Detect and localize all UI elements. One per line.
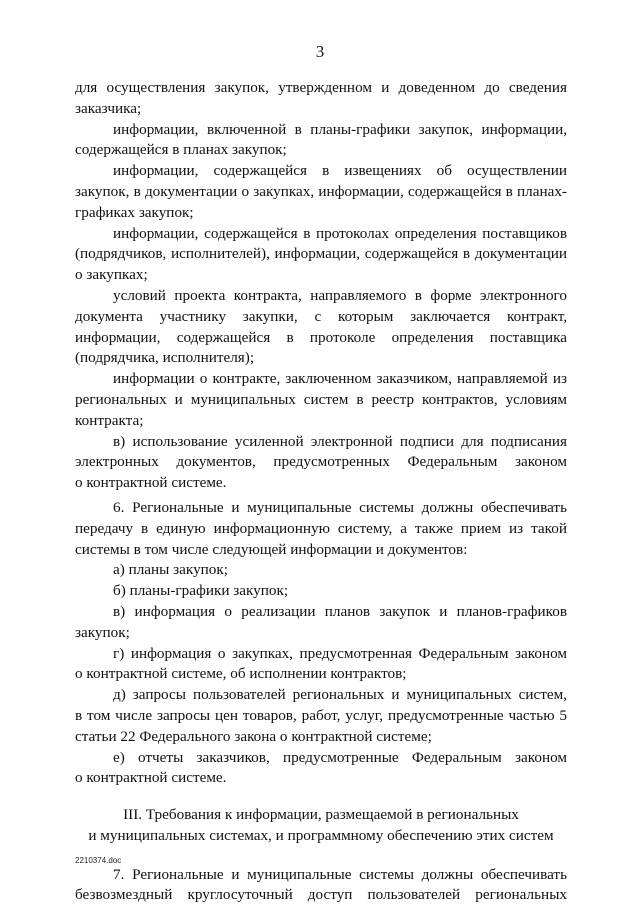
text-line: электронных документов, предусмотренных Федеральным законом [75,453,567,471]
text-line: документа участнику закупки, с которым заключается контракт, [75,307,567,325]
section-heading: III. Требования к информации, размещаемой в региональных [123,806,519,824]
text-line: передачу в единую информационную систему, а также прием из такой [75,519,567,537]
text-line: 7. Региональные и муниципальные системы должны обеспечивать [113,865,567,883]
text-line: графиках закупок; [75,203,194,221]
text-line: а) планы закупок; [113,561,228,579]
text-line: в) информация о реализации планов закупок и планов-графиков [113,602,567,620]
text-line: о контрактной системе. [75,769,227,787]
section-heading: и муниципальных системах, и программному обеспечению этих систем [88,826,554,844]
text-line: информации, включенной в планы-графики закупок, информации, [113,120,567,138]
text-line: о контрактной системе. [75,474,227,492]
text-line: закупок, в документации о закупках, информации, содержащейся в планах- [75,182,567,200]
text-line: заказчика; [75,99,142,117]
page-number: 3 [315,42,325,61]
text-line: в том числе запросы цен товаров, работ, услуг, предусмотренные частью 5 [75,706,567,724]
text-line: контракта; [75,411,144,429]
text-line: 6. Региональные и муниципальные системы должны обеспечивать [113,498,567,516]
document-filename: 2210374.doc [75,856,122,865]
text-line: (подрядчиков, исполнителей), информации, содержащейся в документации [75,245,567,263]
text-line: о закупках; [75,266,148,284]
text-line: содержащейся в планах закупок; [75,141,287,159]
text-line: закупок; [75,623,130,641]
text-line: для осуществления закупок, утвержденном и доведенном до сведения [75,79,567,96]
text-line: (подрядчика, исполнителя); [75,349,255,367]
text-line: региональных и муниципальных систем в реестр контрактов, условиям [75,390,567,408]
text-line: в) использование усиленной электронной подписи для подписания [113,432,567,450]
text-line: системы в том числе следующей информации и документов: [75,540,468,558]
text-line: условий проекта контракта, направляемого в форме электронного [113,286,567,304]
text-line: безвозмездный круглосуточный доступ пользователей региональных [75,886,567,904]
text-line: информации, содержащейся в извещениях об осуществлении [113,162,567,180]
text-line: о контрактной системе, об исполнении контрактов; [75,665,407,683]
text-line: б) планы-графики закупок; [113,582,289,600]
text-line: г) информация о закупках, предусмотренная Федеральным законом [113,644,567,662]
text-line: информации, содержащейся в протоколе определения поставщика [75,328,567,346]
text-line: д) запросы пользователей региональных и муниципальных систем, [113,686,567,704]
text-line: е) отчеты заказчиков, предусмотренные Федеральным законом [113,748,567,766]
document-body [75,78,567,906]
text-line: статьи 22 Федерального закона о контрактной системе; [75,727,432,745]
text-line: информации, содержащейся в протоколах определения поставщиков [113,224,567,242]
text-line: информации о контракте, заключенном заказчиком, направляемой из [113,370,567,388]
